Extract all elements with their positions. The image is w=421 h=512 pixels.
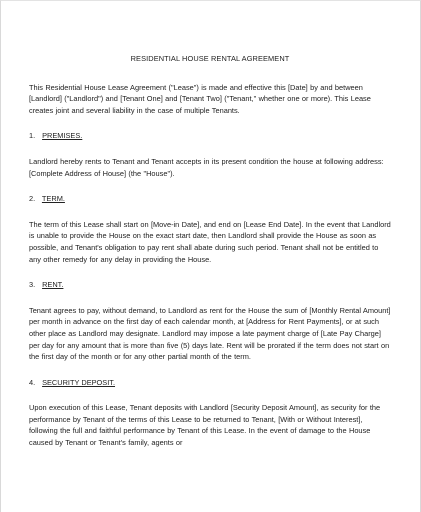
section-body-premises: Landlord hereby rents to Tenant and Tenant accepts in its present condition the house at following address: [Complete Address of House] (the "House"). [29,156,384,178]
section-heading-premises [29,130,391,142]
section-heading-security-deposit [29,377,391,389]
section-number: 1. [29,131,36,141]
section-number: 4. [29,377,36,387]
section-heading-term [29,193,391,205]
section-number: 2. [29,194,36,204]
section-number: 3. [29,280,36,290]
section-body-rent: Tenant agrees to pay, without demand, to Landlord as rent for the House the sum of [Monthly Rental Amount] per month in advance on the first day of each calendar month, at [Address for Rent Payments], or at such other place as Landlord may designate. Landlord may impose a late payment charge of [Late Pay Charge] per day for any amount that is more than five (5) days late. Rent will be prorated if the term does not start on the first day of the month or for any other partial month of the term. [29,305,391,362]
intro-paragraph: This Residential House Lease Agreement ("Lease") is made and effective this [Date] by and between [Landlord] ("Landlord") and [Tenant One] and [Tenant Two] ("Tenant," whether one or more). This Lease creates joint and several liability in the case of multiple Tenants. [29,82,371,115]
section-heading-label: RENT. [42,280,64,290]
section-body-term: The term of this Lease shall start on [Move-in Date], and end on [Lease End Date]. In the event that Landlord is unable to provide the House on the exact start date, then Landlord shall provide the House as soon as possible, and Tenant's obligation to pay rent shall abate during such period. Tenant shall not be entitled to any other remedy for any delay in providing the House. [29,219,391,264]
document-title: RESIDENTIAL HOUSE RENTAL AGREEMENT [130,54,290,63]
section-heading-rent [29,279,391,291]
section-body-security-deposit: Upon execution of this Lease, Tenant deposits with Landlord [Security Deposit Amount], as security for the performance by Tenant of the terms of this Lease to be returned to Tenant, [With or Without Interest], following the full and faithful performance by Tenant of this Lease. In the event of damage to the House caused by Tenant or Tenant's family, agents or [29,403,381,448]
section-heading-label: PREMISES. [42,131,83,141]
section-heading-label: TERM. [41,194,65,204]
section-heading-label: SECURITY DEPOSIT. [42,377,116,387]
document-page [29,53,391,463]
